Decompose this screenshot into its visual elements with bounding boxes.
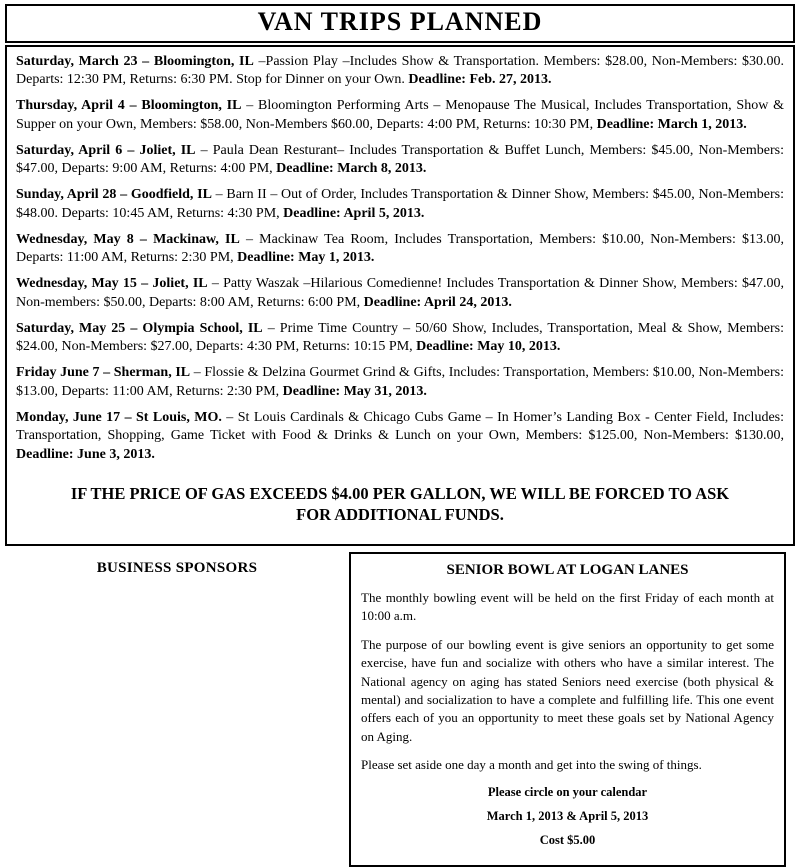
trip-entry bbox=[16, 320, 784, 358]
business-sponsors-column bbox=[5, 552, 349, 577]
trip-deadline: Deadline: April 24, 2013. bbox=[363, 294, 512, 310]
trip-entry bbox=[16, 97, 784, 135]
trip-lead: Monday, June 17 – St Louis, MO. bbox=[16, 409, 222, 425]
trip-entry bbox=[16, 275, 784, 313]
trip-lead: Wednesday, May 8 – Mackinaw, IL bbox=[16, 231, 240, 247]
trip-body: – Flossie & Delzina Gourmet Grind & Gifts, Includes: Transportation, Members: $10.00, Non-Members: $13.00, Departs: 11:00 AM, Returns: 2:30 PM, bbox=[16, 365, 785, 399]
trip-entry bbox=[16, 364, 784, 402]
trip-entry bbox=[16, 142, 784, 180]
trip-deadline: Deadline: April 5, 2013. bbox=[283, 205, 425, 221]
trip-body: – Barn II – Out of Order, Includes Transportation & Dinner Show, Members: $45.00, Non-Members: $48.00. Departs: 10:45 AM, Returns: 4:30 PM, bbox=[16, 187, 785, 221]
page-title: VAN TRIPS PLANNED bbox=[257, 7, 543, 36]
senior-bowl-paragraph: The monthly bowling event will be held on the first Friday of each month at 10:00 a.m. bbox=[361, 589, 774, 624]
business-sponsors-heading: BUSINESS SPONSORS bbox=[96, 559, 258, 576]
senior-bowl-title: SENIOR BOWL AT LOGAN LANES bbox=[446, 561, 689, 578]
trip-lead: Saturday, April 6 – Joliet, IL bbox=[16, 142, 196, 158]
trip-deadline: Deadline: March 1, 2013. bbox=[596, 116, 747, 132]
trip-deadline: Deadline: Feb. 27, 2013. bbox=[408, 72, 552, 88]
trip-lead: Thursday, April 4 – Bloomington, IL bbox=[16, 98, 242, 114]
trip-deadline: Deadline: June 3, 2013. bbox=[16, 447, 155, 463]
van-trips-box bbox=[5, 45, 795, 546]
trip-entry bbox=[16, 186, 784, 224]
trip-entry bbox=[16, 53, 784, 91]
trip-deadline: Deadline: March 8, 2013. bbox=[276, 161, 427, 177]
trip-lead: Wednesday, May 15 – Joliet, IL bbox=[16, 276, 208, 292]
trip-lead: Sunday, April 28 – Goodfield, IL bbox=[16, 187, 212, 203]
trip-body: – Mackinaw Tea Room, Includes Transportation, Members: $10.00, Non-Members: $13.00, Departs: 11:00 AM, Returns: 2:30 PM, bbox=[16, 231, 785, 266]
senior-bowl-paragraph: Please set aside one day a month and get into the swing of things. bbox=[361, 757, 702, 773]
calendar-heading: Please circle on your calendar bbox=[487, 784, 648, 799]
trip-lead: Saturday, March 23 – Bloomington, IL bbox=[16, 53, 254, 69]
senior-bowl-box bbox=[349, 552, 786, 867]
van-trips-title-box bbox=[5, 4, 795, 43]
trip-deadline: Deadline: May 10, 2013. bbox=[416, 339, 561, 355]
trip-body: – Bloomington Performing Arts – Menopause The Musical, Includes Transportation, Show & Supper on your Own, Members: $58.00, Non-Members $60.00, Departs: 4:00 PM, Returns: 10:30 PM, bbox=[16, 98, 785, 132]
bottom-section bbox=[5, 552, 795, 867]
trip-deadline: Deadline: May 1, 2013. bbox=[237, 250, 375, 266]
trip-entry bbox=[16, 231, 784, 269]
trip-body: – Prime Time Country – 50/60 Show, Includes, Transportation, Meal & Show, Members: $24.00, Non-Members: $27.00, Departs: 4:30 PM, Returns: 10:15 PM, bbox=[16, 320, 784, 355]
trip-body: – St Louis Cardinals & Chicago Cubs Game – In Homer’s Landing Box - Center Field, Includes: Transportation, Shopping, Game Ticket with Food & Drinks & Lunch on your Own, Members: $125.00, Non-Members: $130.00, bbox=[16, 409, 785, 444]
trip-deadline: Deadline: May 31, 2013. bbox=[282, 383, 427, 399]
trip-body: – Paula Dean Resturant– Includes Transportation & Buffet Lunch, Members: $45.00, Non-Members: $47.00, Departs: 9:00 AM, Returns: 4:00 PM, bbox=[16, 142, 784, 177]
trip-entry bbox=[16, 409, 784, 465]
trip-body: –Passion Play –Includes Show & Transportation. Members: $28.00, Non-Members: $30.00. Departs: 12:30 PM, Returns: 6:30 PM. Stop for Dinner on your Own. bbox=[16, 53, 785, 88]
trip-body: – Patty Waszak –Hilarious Comedienne! Includes Transportation & Dinner Show, Members: $47.00, Non-members: $50.00, Departs: 8:00 AM, Returns: 6:00 PM, bbox=[16, 276, 785, 310]
trip-lead: Saturday, May 25 – Olympia School, IL bbox=[16, 320, 263, 336]
bowl-cost: Cost $5.00 bbox=[539, 832, 596, 847]
senior-bowl-paragraph: The purpose of our bowling event is give seniors an opportunity to get some exercise, have fun and socialize with others who have a similar interest. The National agency on aging has stated Seniors need exercise (both physical & mental) and socialization to have a complete and fulfilling life. This one event offers each of you an opportunity to meet these goals set by National Agency on Aging. bbox=[361, 636, 774, 744]
trip-lead: Friday June 7 – Sherman, IL bbox=[16, 365, 191, 381]
gas-price-notice: IF THE PRICE OF GAS EXCEEDS $4.00 PER GALLON, WE WILL BE FORCED TO ASK FOR ADDITIONAL FUNDS. bbox=[70, 483, 730, 525]
calendar-dates: March 1, 2013 & April 5, 2013 bbox=[486, 808, 649, 823]
